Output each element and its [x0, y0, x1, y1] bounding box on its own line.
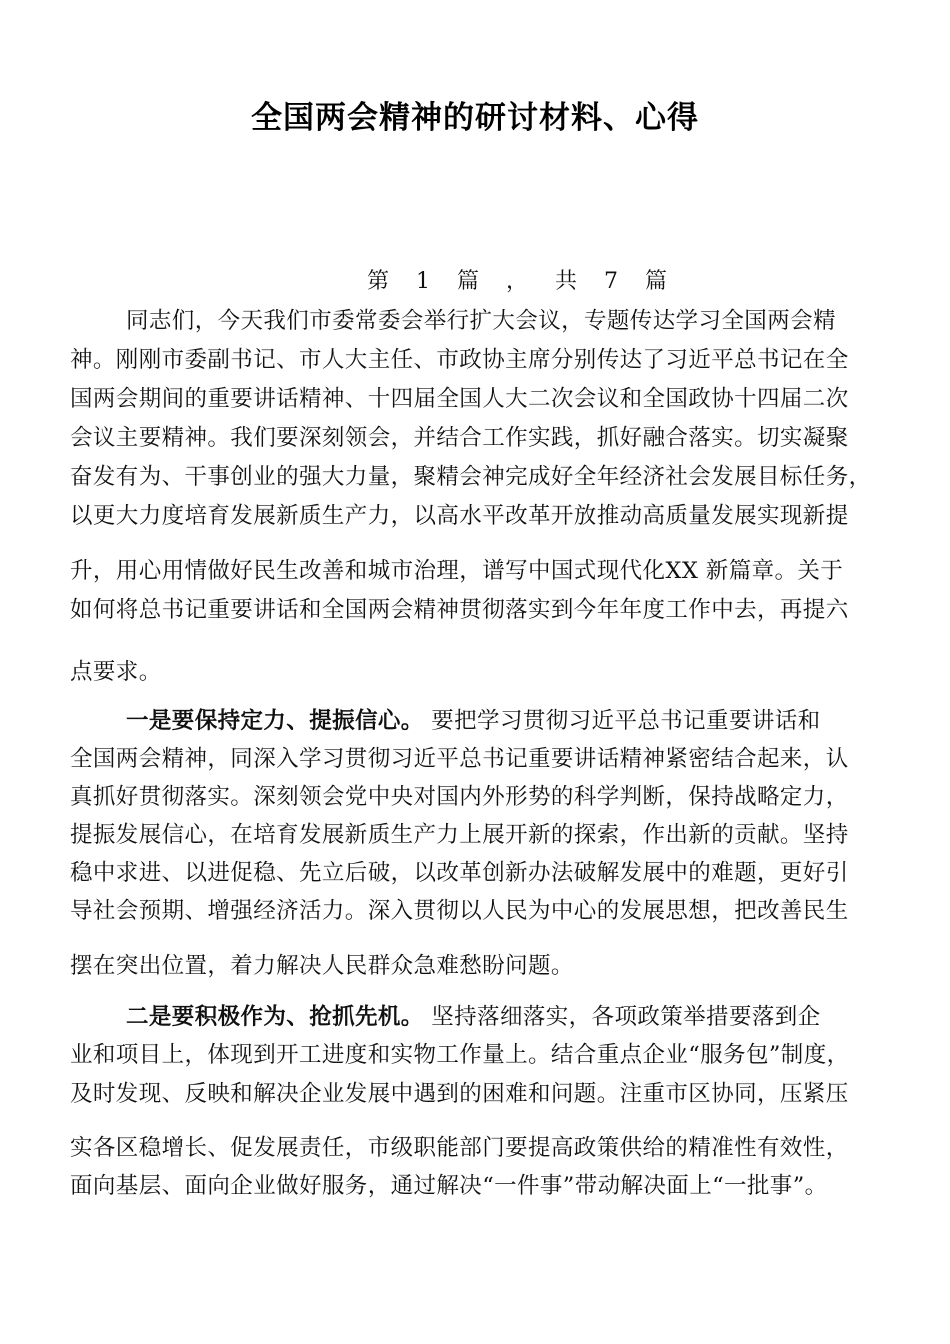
- section-1-line: 全国两会精神，同深入学习贯彻习近平总书记重要讲话精神紧密结合起来，认: [70, 746, 849, 772]
- section-1-first-line: [126, 706, 946, 736]
- section-2-line: 及时发现、反映和解决企业发展中遇到的困难和问题。注重市区协同，压紧压: [70, 1081, 849, 1107]
- intro-line: 同志们，今天我们市委常委会举行扩大会议，专题传达学习全国两会精: [126, 308, 836, 334]
- intro-line: 如何将总书记重要讲话和全国两会精神贯彻落实到今年年度工作中去，再提六: [70, 597, 849, 623]
- section-1-line: 摆在突出位置，着力解决人民群众急难愁盼问题。: [70, 953, 574, 979]
- intro-line: 点要求。: [70, 659, 162, 685]
- intro-line: 国两会期间的重要讲话精神、十四届全国人大二次会议和全国政协十四届二次: [70, 386, 849, 412]
- intro-line: 会议主要精神。我们要深刻领会，并结合工作实践，抓好融合落实。切实凝聚: [70, 425, 849, 451]
- section-1-line: 提振发展信心，在培育发展新质生产力上展开新的探索，作出新的贡献。坚持: [70, 822, 849, 848]
- section-2-heading: 二是要积极作为、抢抓先机。: [126, 1004, 424, 1030]
- intro-line: 以更大力度培育发展新质生产力，以高水平改革开放推动高质量发展实现新提: [70, 503, 849, 529]
- section-2-text: 坚持落细落实，各项政策举措要落到企: [423, 1004, 821, 1030]
- intro-line: 奋发有为、干事创业的强大力量，聚精会神完成好全年经济社会发展目标任务，: [70, 464, 872, 490]
- section-2-line: 实各区稳增长、促发展责任，市级职能部门要提高政策供给的精准性有效性，: [70, 1135, 849, 1161]
- intro-line: 神。刚刚市委副书记、市人大主任、市政协主席分别传达了习近平总书记在全: [70, 347, 849, 373]
- section-2-line: 面向基层、面向企业做好服务，通过解决“一件事”带动解决面上“一批事”。: [70, 1173, 828, 1199]
- section-2-first-line: [126, 1002, 946, 1032]
- section-1-line: 稳中求进、以进促稳、先立后破，以改革创新办法破解发展中的难题，更好引: [70, 860, 849, 886]
- intro-line: 升，用心用情做好民生改善和城市治理，谱写中国式现代化XX 新篇章。关于: [70, 558, 844, 584]
- section-2-line: 业和项目上，体现到开工进度和实物工作量上。结合重点企业“服务包”制度，: [70, 1042, 850, 1068]
- section-1-line: 真抓好贯彻落实。深刻领会党中央对国内外形势的科学判断，保持战略定力，: [70, 784, 849, 810]
- section-1-heading: 一是要保持定力、提振信心。: [126, 708, 424, 734]
- document-subtitle: 第 1 篇 ， 共 7 篇: [367, 269, 673, 294]
- document-title: 全国两会精神的研讨材料、心得: [251, 100, 699, 136]
- section-1-line: 导社会预期、增强经济活力。深入贯彻以人民为中心的发展思想，把改善民生: [70, 898, 849, 924]
- section-1-text: 要把学习贯彻习近平总书记重要讲话和: [423, 708, 821, 734]
